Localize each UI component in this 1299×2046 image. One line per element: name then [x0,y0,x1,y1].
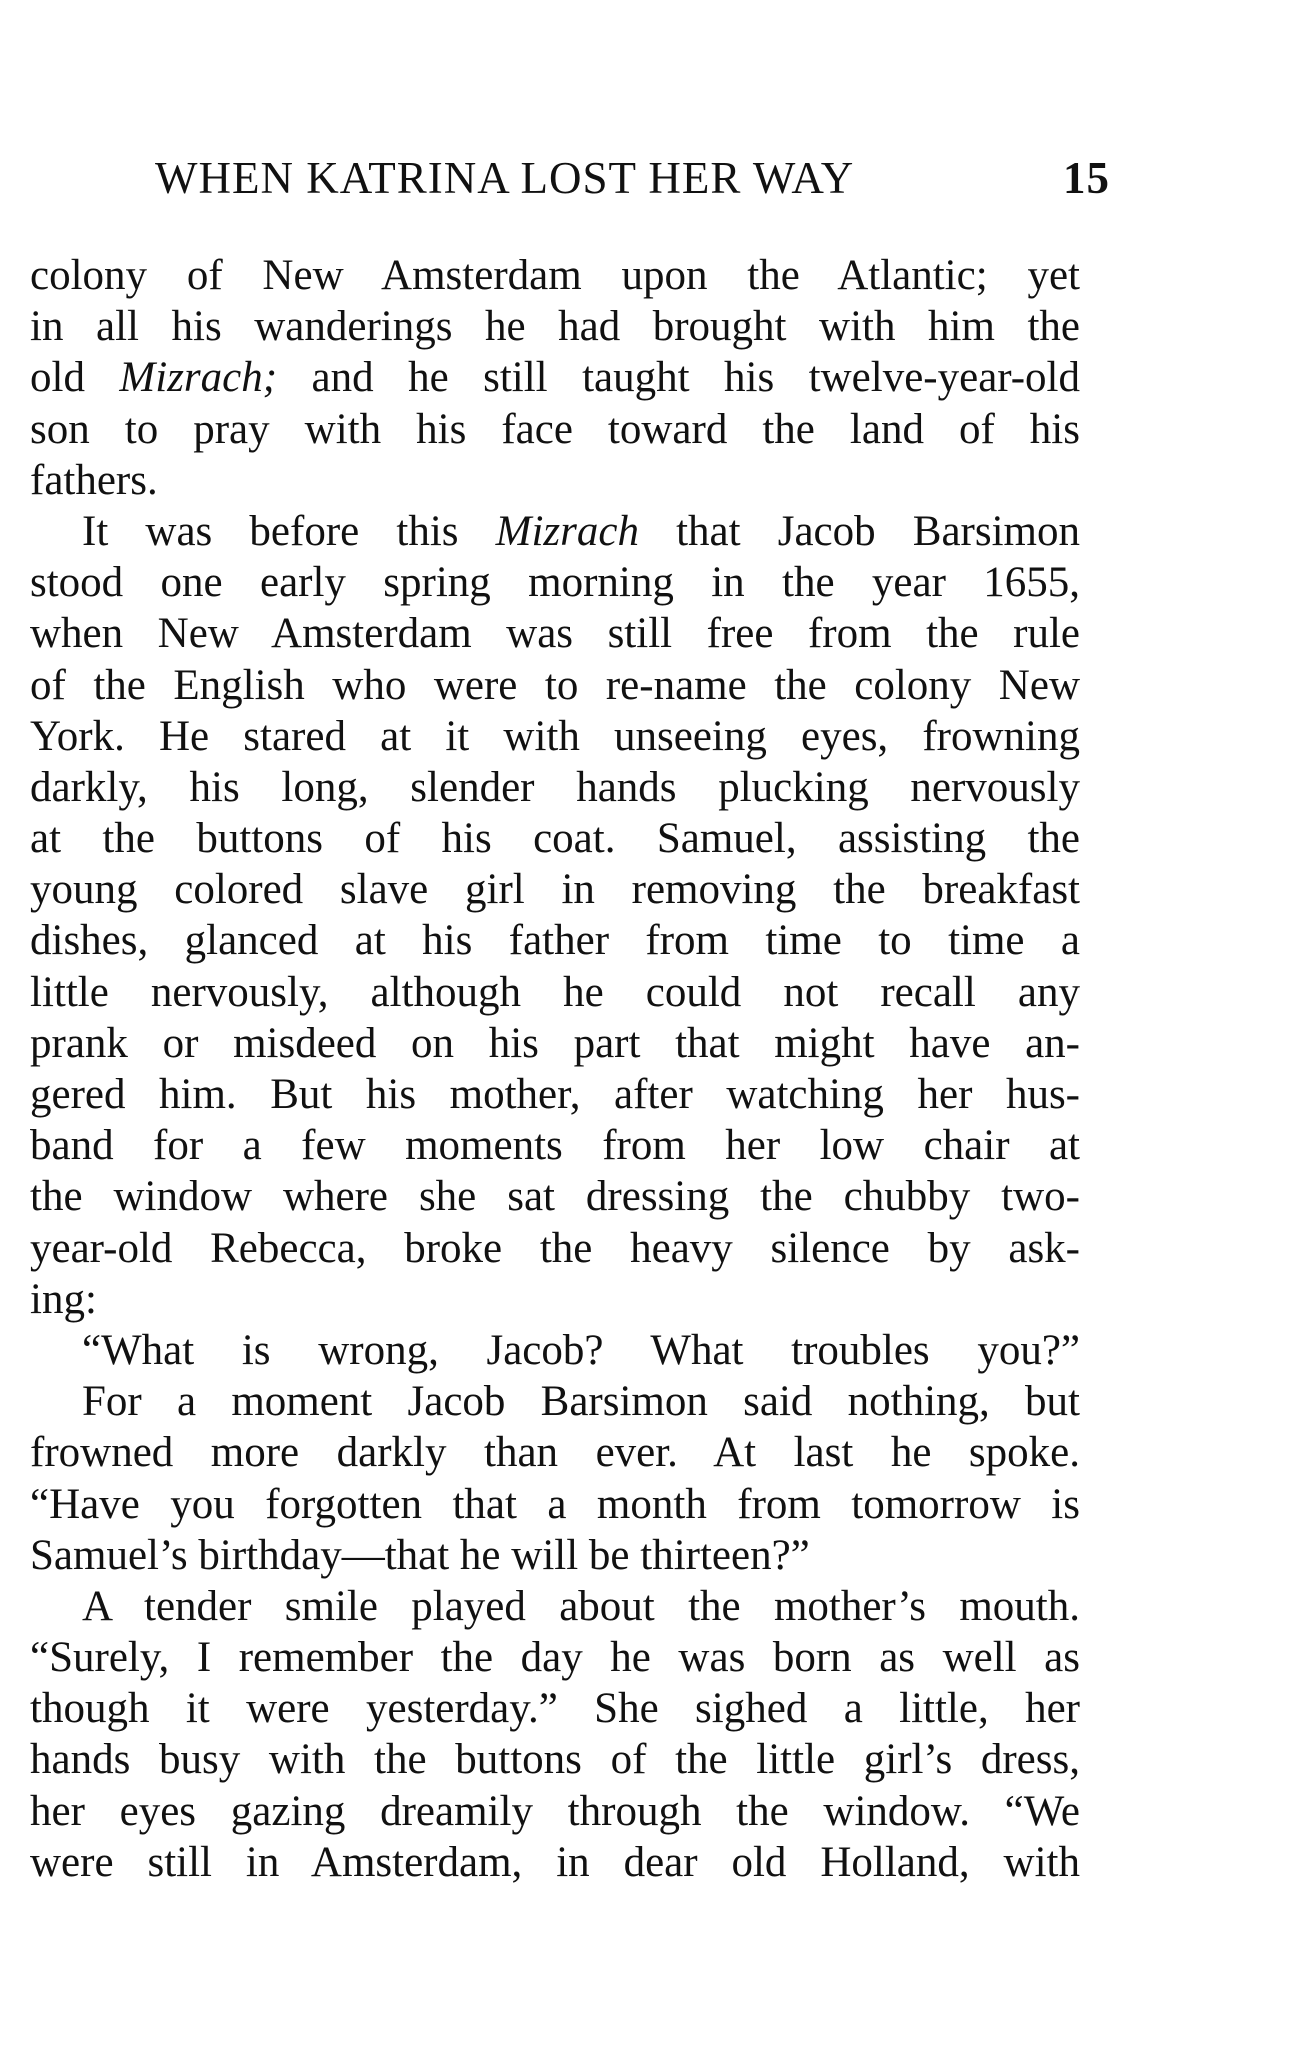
text-segment: gered him. But his mother, after watching her hus- [30,1071,1080,1118]
text-line [30,1632,1080,1683]
text-line [30,352,1080,403]
text-line [30,1274,1080,1325]
text-segment: in all his wanderings he had brought with him the [30,303,1080,351]
text-line [30,813,1080,864]
page-number: 15 [1063,153,1110,203]
text-line [30,1325,1080,1376]
text-line [30,1376,1080,1427]
text-line [30,608,1080,659]
text-line [30,506,1080,557]
text-segment: her eyes gazing dreamily through the window. “We [30,1787,1080,1835]
text-line [30,1018,1080,1069]
text-segment: Samuel’s birthday—that he will be thirteen?” [30,1531,810,1579]
text-line [30,1120,1080,1171]
text-segment: prank or misdeed on his part that might have an- [30,1019,1080,1067]
text-segment: York. He stared at it with unseeing eyes, frowning [30,712,1080,760]
text-line [30,1837,1080,1888]
text-line [30,1786,1080,1837]
running-head-title: WHEN KATRINA LOST HER WAY [155,153,855,203]
text-segment: darkly, his long, slender hands plucking nervously [30,763,1080,811]
text-line [30,301,1080,352]
text-line [30,864,1080,915]
text-line [30,660,1080,711]
text-line [30,762,1080,813]
text-segment: dishes, glanced at his father from time to time a [30,917,1080,965]
text-line [30,404,1080,455]
text-segment: young colored slave girl in removing the breakfast [30,866,1080,914]
text-segment: ing: [30,1275,97,1323]
text-segment: the window where she sat dressing the chubby two- [30,1173,1080,1221]
text-segment: A tender smile played about the mother’s mouth. [82,1582,1080,1630]
text-segment: hands busy with the buttons of the little girl’s dress, [30,1736,1080,1784]
text-segment: stood one early spring morning in the year 1655, [30,559,1080,607]
body-text [30,250,1080,1888]
text-segment: year-old Rebecca, broke the heavy silence by ask- [30,1224,1080,1272]
text-segment: old [30,354,120,402]
text-line [30,557,1080,608]
text-segment: son to pray with his face toward the land of his [30,405,1080,453]
text-line [30,1683,1080,1734]
text-line [30,1171,1080,1222]
text-segment: when New Amsterdam was still free from the rule [30,610,1080,658]
text-segment: For a moment Jacob Barsimon said nothing, but [82,1378,1080,1426]
running-head [155,148,1110,208]
text-line [30,1223,1080,1274]
text-segment: band for a few moments from her low chair at [30,1122,1080,1170]
italic-text: Mizrach; [119,354,278,402]
text-line [30,711,1080,762]
text-segment: little nervously, although he could not recall any [30,968,1080,1016]
text-segment: It was before this [82,507,496,555]
text-segment: colony of New Amsterdam upon the Atlantic; yet [30,252,1080,299]
text-segment: frowned more darkly than ever. At last he spoke. [30,1429,1080,1477]
text-segment: though it were yesterday.” She sighed a little, her [30,1685,1080,1733]
text-segment: “Have you forgotten that a month from tomorrow is [30,1480,1080,1528]
text-line [30,1069,1080,1120]
text-segment: and he still taught his twelve-year-old [277,354,1081,402]
italic-text: Mizrach [495,507,639,555]
text-segment: “Surely, I remember the day he was born as well as [30,1634,1080,1682]
text-segment: that Jacob Barsimon [638,507,1080,555]
text-segment: were still in Amsterdam, in dear old Holland, with [30,1838,1080,1886]
text-line [30,455,1080,506]
text-line [30,1427,1080,1478]
text-segment: fathers. [30,456,158,504]
text-line [30,1734,1080,1785]
text-segment: at the buttons of his coat. Samuel, assisting the [30,815,1080,863]
text-line [30,1530,1080,1581]
text-segment: “What is wrong, Jacob? What troubles you?” [82,1326,1080,1374]
text-line [30,915,1080,966]
text-line [30,1581,1080,1632]
text-line [30,250,1080,301]
text-line [30,1479,1080,1530]
text-segment: of the English who were to re-name the colony New [30,661,1080,709]
text-line [30,967,1080,1018]
